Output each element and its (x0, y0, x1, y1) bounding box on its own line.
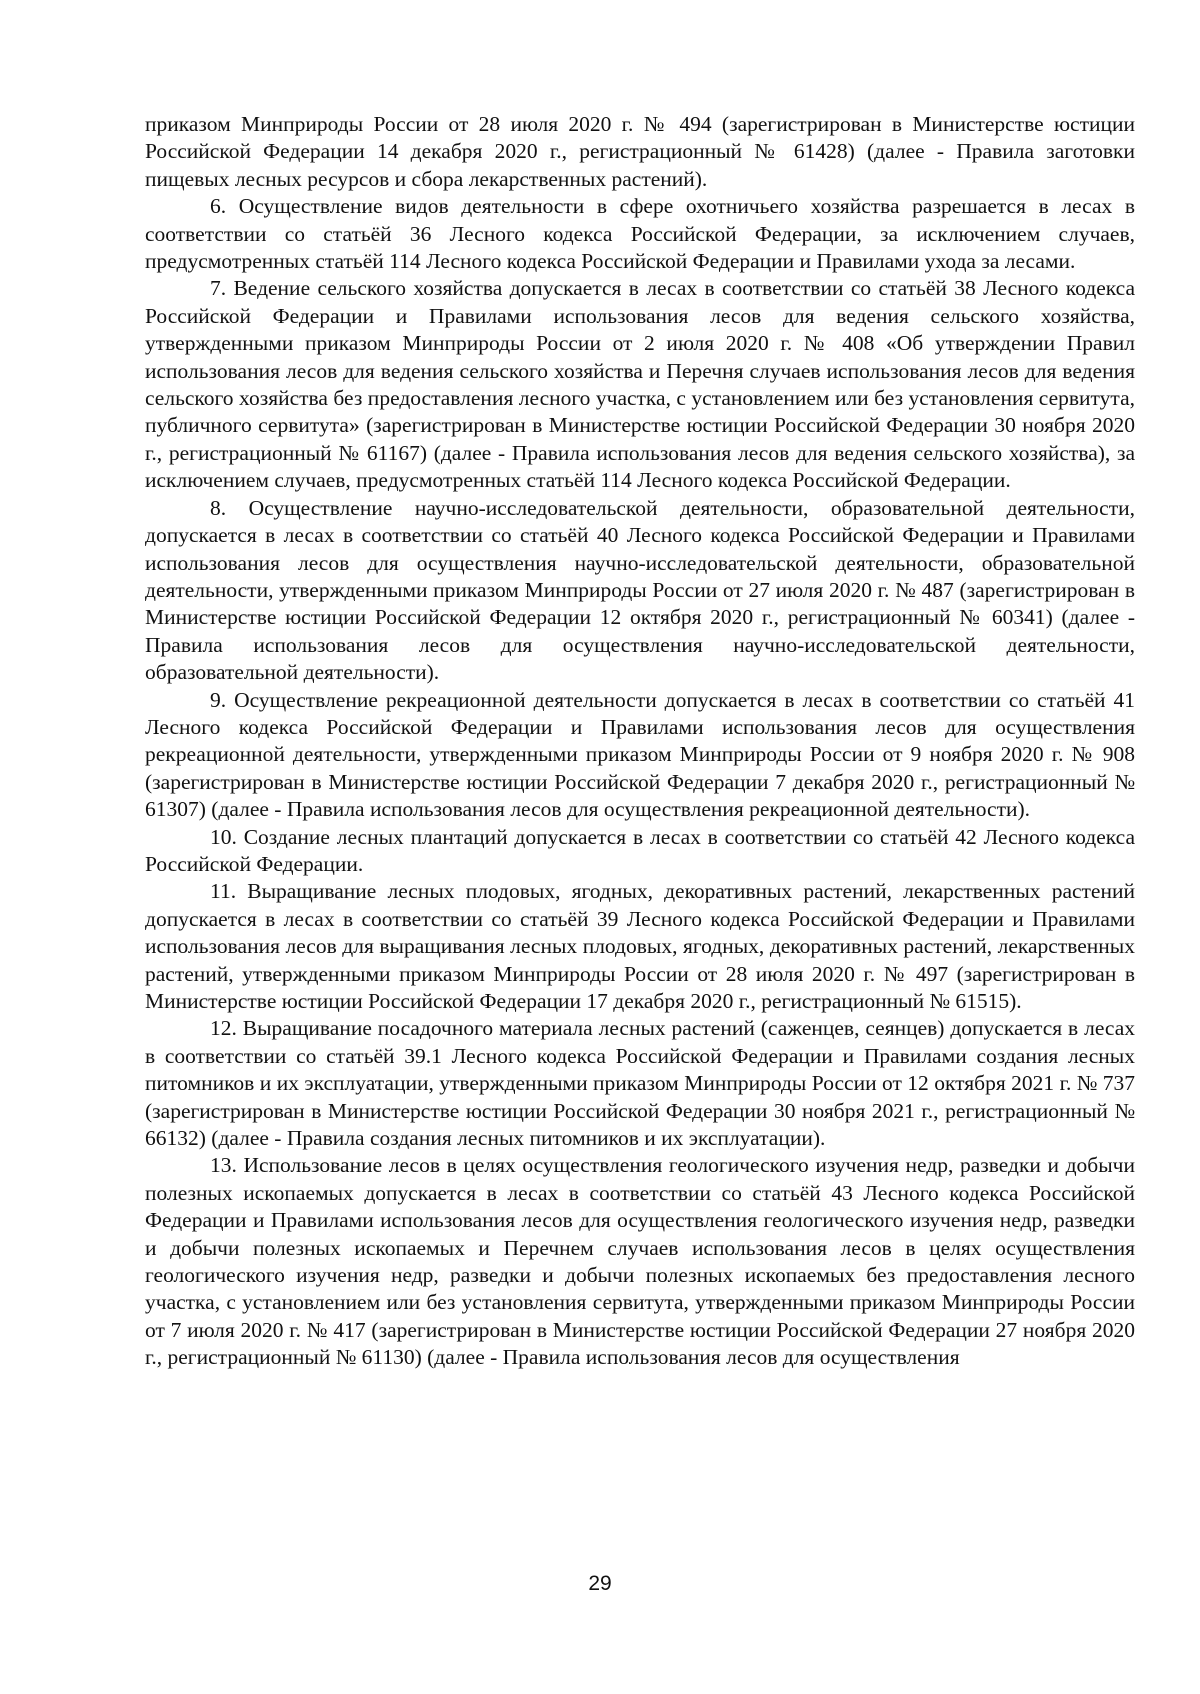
paragraph-item-11: 11. Выращивание лесных плодовых, ягодных, декоративных растений, лекарственных растений допускается в лесах в соответствии со статьёй 39 Лесного кодекса Российской Федерации и Правилами использования лесов для выращивания лесных плодовых, ягодных, декоративных растений, лекарственных растений, утвержденными приказом Минприроды России от 28 июля 2020 г. № 497 (зарегистрирован в Министерстве юстиции Российской Федерации 17 декабря 2020 г., регистрационный № 61515). (145, 879, 1135, 1013)
page-number: 29 (588, 1572, 612, 1595)
paragraph-item-13: 13. Использование лесов в целях осуществления геологического изучения недр, разведки и добычи полезных ископаемых допускается в лесах в соответствии со статьёй 43 Лесного кодекса Российской Федерации и Правилами использования лесов для осуществления геологического изучения недр, разведки и добычи полезных ископаемых и Перечнем случаев использования лесов в целях осуществления геологического изучения недр, разведки и добычи полезных ископаемых без предоставления лесного участка, с установлением или без установления сервитута, утвержденными приказом Минприроды России от 7 июля 2020 г. № 417 (зарегистрирован в Министерстве юстиции Российской Федерации 27 ноября 2020 г., регистрационный № 61130) (далее - Правила использования лесов для осуществления (145, 1153, 1135, 1370)
paragraph-item-7: 7. Ведение сельского хозяйства допускается в лесах в соответствии со статьёй 38 Лесного кодекса Российской Федерации и Правилами использования лесов для ведения сельского хозяйства, утвержденными приказом Минприроды России от 2 июля 2020 г. № 408 «Об утверждении Правил использования лесов для ведения сельского хозяйства и Перечня случаев использования лесов для ведения сельского хозяйства без предоставления лесного участка, с установлением или без установления сервитута, публичного сервитута» (зарегистрирован в Министерстве юстиции Российской Федерации 30 ноября 2020 г., регистрационный № 61167) (далее - Правила использования лесов для ведения сельского хозяйства), за исключением случаев, предусмотренных статьёй 114 Лесного кодекса Российской Федерации. (145, 276, 1135, 493)
paragraph-continuation: приказом Минприроды России от 28 июля 2020 г. № 494 (зарегистрирован в Министерстве юстиции Российской Федерации 14 декабря 2020 г., регистрационный № 61428) (далее - Правила заготовки пищевых лесных ресурсов и сбора лекарственных растений). (145, 112, 1135, 191)
document-body (145, 111, 1135, 1372)
paragraph-item-12: 12. Выращивание посадочного материала лесных растений (саженцев, сеянцев) допускается в лесах в соответствии со статьёй 39.1 Лесного кодекса Российской Федерации и Правилами создания лесных питомников и их эксплуатации, утвержденными приказом Минприроды России от 12 октября 2021 г. № 737 (зарегистрирован в Министерстве юстиции Российской Федерации 30 ноября 2021 г., регистрационный № 66132) (далее - Правила создания лесных питомников и их эксплуатации). (145, 1016, 1135, 1151)
paragraph-item-8: 8. Осуществление научно-исследовательской деятельности, образовательной деятельности, допускается в лесах в соответствии со статьёй 40 Лесного кодекса Российской Федерации и Правилами использования лесов для осуществления научно-исследовательской деятельности, образовательной деятельности, утвержденными приказом Минприроды России от 27 июля 2020 г. № 487 (зарегистрирован в Министерстве юстиции Российской Федерации 12 октября 2020 г., регистрационный № 60341) (далее - Правила использования лесов для осуществления научно-исследовательской деятельности, образовательной деятельности). (145, 495, 1135, 685)
paragraph-item-9: 9. Осуществление рекреационной деятельности допускается в лесах в соответствии со статьёй 41 Лесного кодекса Российской Федерации и Правилами использования лесов для осуществления рекреационной деятельности, утвержденными приказом Минприроды России от 9 ноября 2020 г. № 908 (зарегистрирован в Министерстве юстиции Российской Федерации 7 декабря 2020 г., регистрационный № 61307) (далее - Правила использования лесов для осуществления рекреационной деятельности). (145, 687, 1135, 822)
paragraph-item-6: 6. Осуществление видов деятельности в сфере охотничьего хозяйства разрешается в лесах в соответствии со статьёй 36 Лесного кодекса Российской Федерации, за исключением случаев, предусмотренных статьёй 114 Лесного кодекса Российской Федерации и Правилами ухода за лесами. (145, 194, 1135, 274)
paragraph-item-10: 10. Создание лесных плантаций допускается в лесах в соответствии со статьёй 42 Лесного кодекса Российской Федерации. (145, 824, 1135, 876)
